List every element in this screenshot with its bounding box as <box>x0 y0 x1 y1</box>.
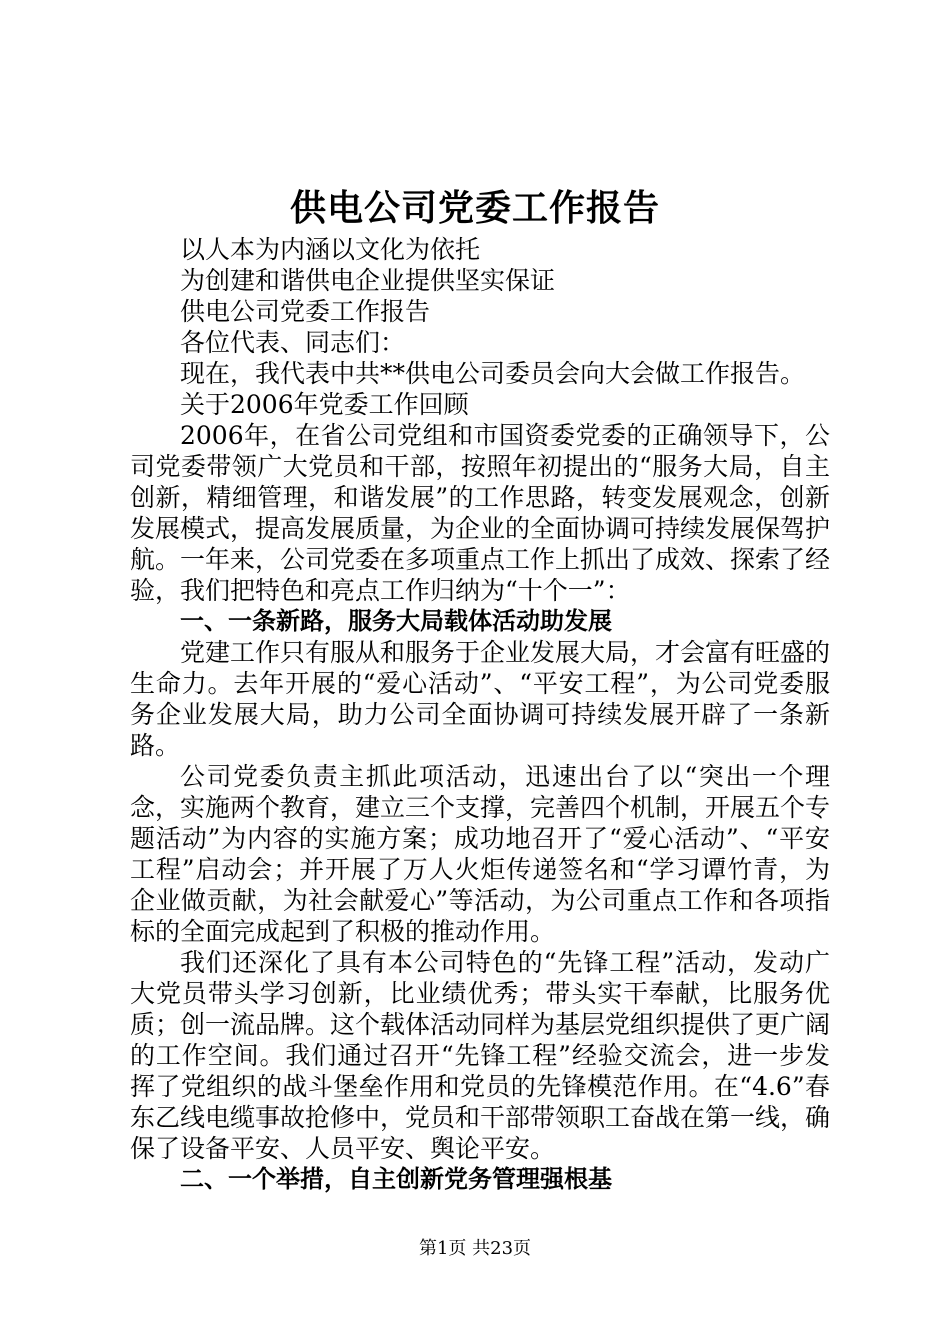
salutation: 各位代表、同志们： <box>180 328 406 357</box>
paragraph: 2006年，在省公司党组和市国资委党委的正确领导下，公司党委带领广大党员和干部，按照年初提出的“服务大局，自主创新，精细管理，和谐发展”的工作思路，转变发展观念，创新发展模式，提高发展质量，为企业的全面协调可持续发展保驾护航。一年来，公司党委在多项重点工作上抓出了成效、探索了经验，我们把特色和亮点工作归纳为“十个一”： <box>130 421 831 605</box>
document-title: 供电公司党委工作报告 <box>289 187 660 229</box>
paragraph: 党建工作只有服从和服务于企业发展大局，才会富有旺盛的生命力。去年开展的“爱心活动”、“平安工程”，为公司党委服务企业发展大局，助力公司全面协调可持续发展开辟了一条新路。 <box>130 638 831 760</box>
section-intro: 关于2006年党委工作回顾 <box>180 390 469 419</box>
subtitle-line-3: 供电公司党委工作报告 <box>180 297 431 326</box>
section-heading-1: 一、一条新路，服务大局载体活动助发展 <box>180 607 612 635</box>
subtitle-line-1: 以人本为内涵以文化为依托 <box>180 235 481 264</box>
paragraph: 公司党委负责主抓此项活动，迅速出台了以“突出一个理念，实施两个教育，建立三个支撑，完善四个机制，开展五个专题活动”为内容的实施方案；成功地召开了“爱心活动”、“平安工程”启动会；并开展了万人火炬传递签名和“学习谭竹青，为企业做贡献，为社会献爱心”等活动，为公司重点工作和各项指标的全面完成起到了积极的推动作用。 <box>130 762 831 946</box>
section-heading-2: 二、一个举措，自主创新党务管理强根基 <box>180 1165 612 1193</box>
paragraph: 我们还深化了具有本公司特色的“先锋工程”活动，发动广大党员带头学习创新，比业绩优秀；带头实干奉献，比服务优质；创一流品牌。这个载体活动同样为基层党组织提供了更广阔的工作空间。我们通过召开“先锋工程”经验交流会，进一步发挥了党组织的战斗堡垒作用和党员的先锋模范作用。在“4.6”春东乙线电缆事故抢修中，党员和干部带领职工奋战在第一线，确保了设备平安、人员平安、舆论平安。 <box>130 948 831 1163</box>
document-body <box>130 234 830 1195</box>
subtitle-line-2: 为创建和谐供电企业提供坚实保证 <box>180 266 556 295</box>
page-footer: 第1页 共23页 <box>418 1238 532 1259</box>
opening-statement: 现在，我代表中共**供电公司委员会向大会做工作报告。 <box>180 359 806 388</box>
